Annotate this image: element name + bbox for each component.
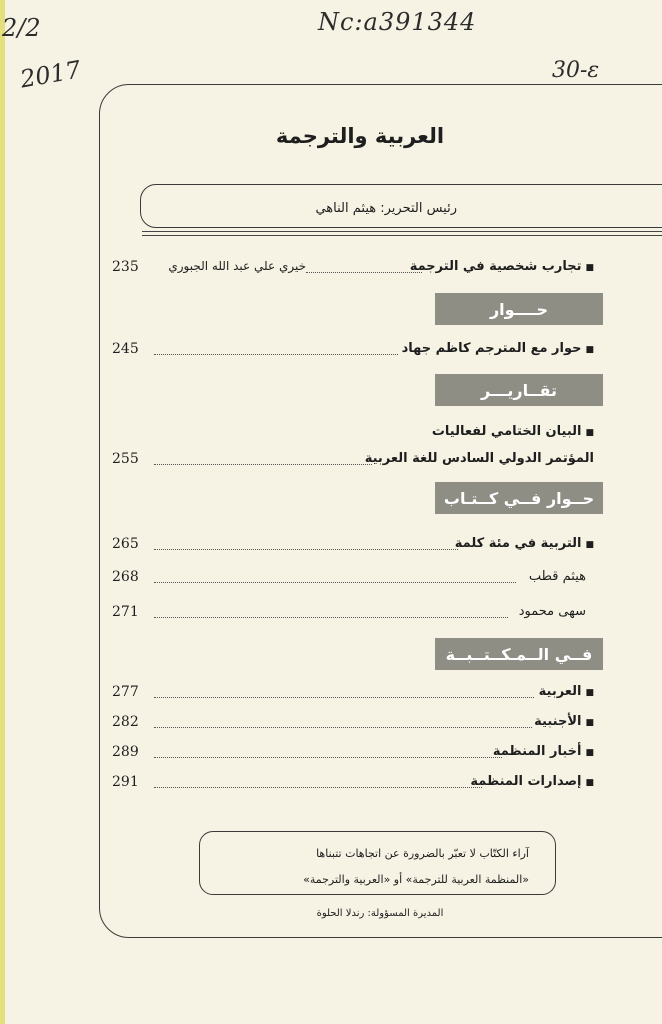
page-number: 277 — [112, 684, 139, 700]
toc-entry — [112, 744, 594, 766]
handwritten-year: 2017 — [18, 55, 84, 94]
toc-entry — [112, 451, 594, 473]
editor-in-chief: رئيس التحرير: هيثم الناهي — [315, 201, 457, 216]
toc-entry — [112, 604, 594, 626]
leader-dots — [154, 727, 532, 728]
divider-line — [142, 231, 662, 232]
handwritten-note-top-left: 2/2 — [2, 14, 41, 42]
entry-title: ■ حوار مع المترجم كاظم جهاد — [402, 341, 594, 356]
toc-entry — [112, 341, 594, 363]
page-number: 245 — [112, 341, 139, 357]
leader-dots — [154, 617, 508, 618]
entry-author: خيري علي عبد الله الجبوري — [168, 259, 306, 273]
disclaimer-line-1: آراء الكتّاب لا تعبّر بالضرورة عن اتجاهات تتبناها — [316, 847, 529, 860]
leader-dots — [306, 272, 422, 273]
leader-dots — [154, 757, 502, 758]
entry-title: ■ إصدارات المنظمة — [470, 774, 594, 789]
entry-title: ■ تجارب شخصية في الترجمة — [410, 259, 594, 274]
toc-entry — [112, 684, 594, 706]
entry-title: ■ أخبار المنظمة — [493, 744, 594, 759]
leader-dots — [154, 697, 534, 698]
toc-entry — [112, 424, 594, 446]
toc-entry — [112, 569, 594, 591]
section-header-book-interview: حــوار فــي كــتـاب — [435, 482, 603, 514]
page-number: 289 — [112, 744, 139, 760]
entry-title: المؤتمر الدولي السادس للغة العربية — [364, 451, 594, 466]
page-number: 268 — [112, 569, 139, 585]
leader-dots — [154, 582, 516, 583]
page-edge — [0, 0, 5, 1024]
toc-entry — [112, 714, 594, 736]
divider-line — [142, 235, 662, 236]
page-number: 265 — [112, 536, 139, 552]
handwritten-note-top-right: 30-ε — [552, 58, 600, 83]
entry-title: ■ الأجنبية — [534, 714, 594, 729]
section-header-reports: تقــاريـــر — [435, 374, 603, 406]
leader-dots — [154, 787, 482, 788]
entry-title: هيثم قطب — [528, 569, 586, 584]
page-number: 255 — [112, 451, 139, 467]
toc-entry — [112, 774, 594, 796]
entry-title: ■ العربية — [539, 684, 594, 699]
page-number: 291 — [112, 774, 139, 790]
toc-entry — [112, 259, 594, 281]
journal-title: العربية والترجمة — [275, 124, 445, 148]
entry-title: ■ البيان الختامي لفعاليات — [432, 424, 594, 439]
page-number: 235 — [112, 259, 139, 275]
entry-title: ■ التربية في مئة كلمة — [455, 536, 594, 551]
disclaimer-line-2: «المنظمة العربية للترجمة» أو «العربية والترجمة» — [303, 873, 529, 886]
section-header-library: فــي الــمـكــتــبــة — [435, 638, 603, 670]
page-number: 282 — [112, 714, 139, 730]
entry-title: سهى محمود — [518, 604, 586, 619]
page-number: 271 — [112, 604, 139, 620]
leader-dots — [154, 549, 458, 550]
handwritten-call-number: Nc:a391344 — [318, 8, 477, 36]
managing-director: المديرة المسؤولة: رندلا الحلوة — [316, 908, 444, 919]
leader-dots — [154, 354, 398, 355]
section-header-interview: حــــوار — [435, 293, 603, 325]
leader-dots — [154, 464, 372, 465]
toc-entry — [112, 536, 594, 558]
